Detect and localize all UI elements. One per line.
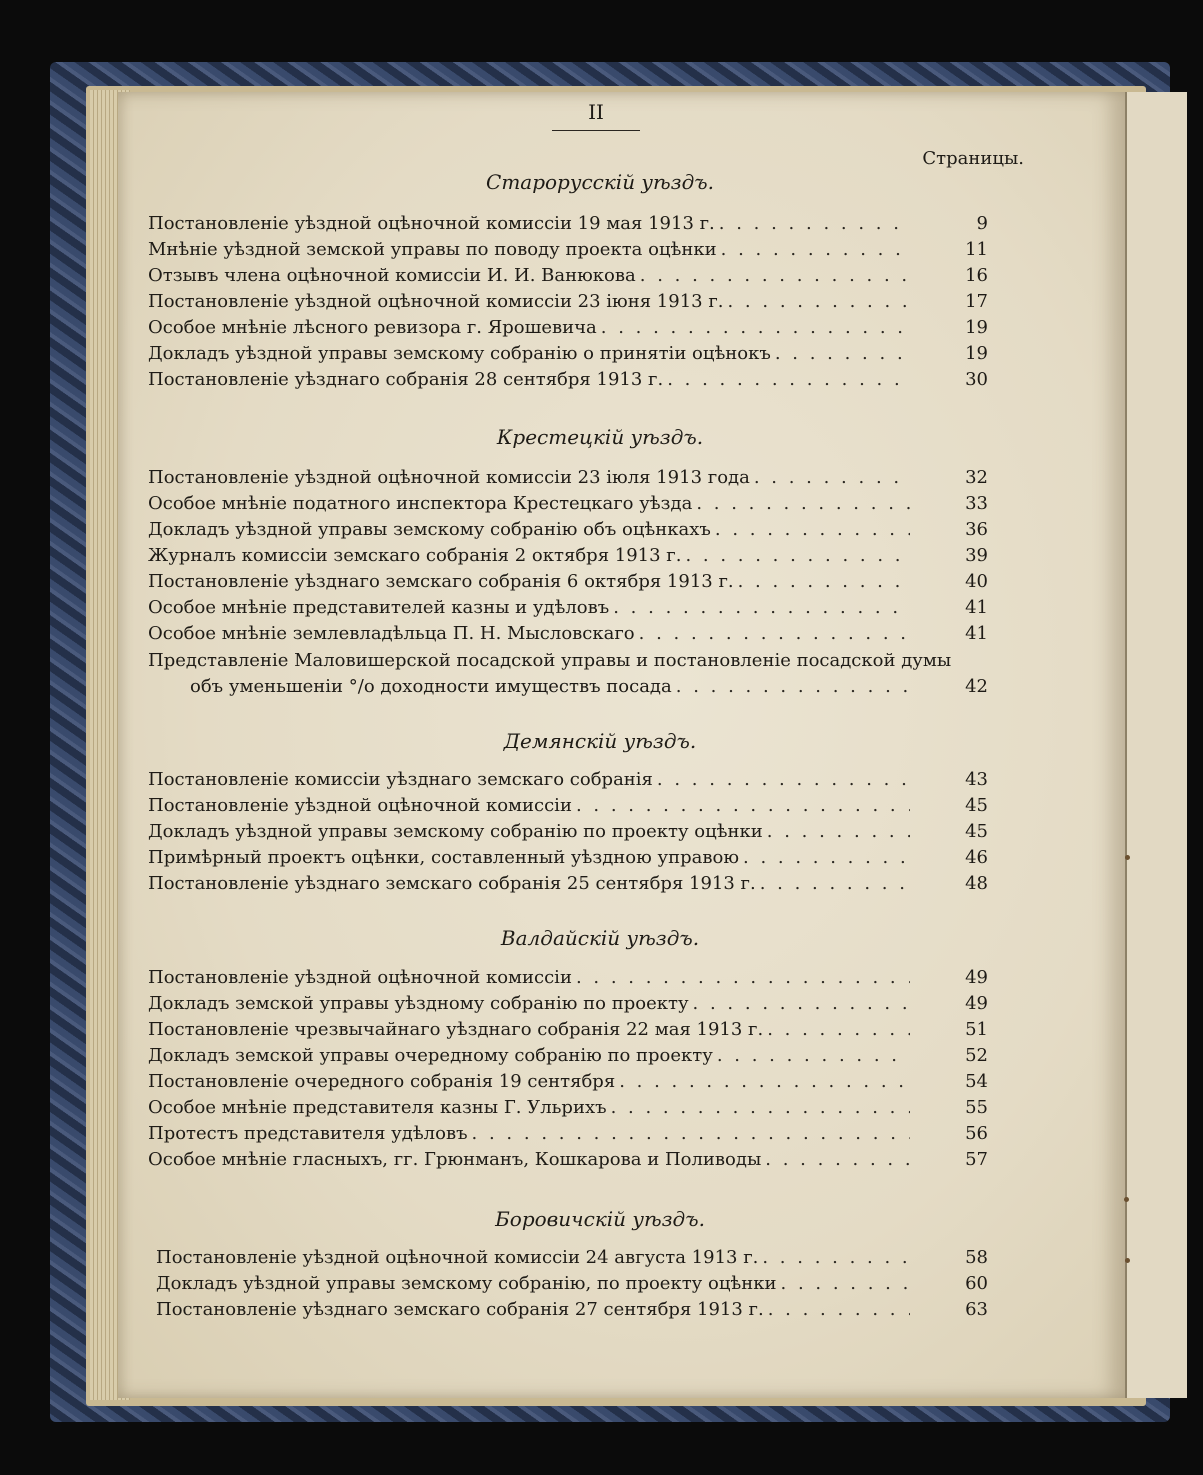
toc-entry <box>148 491 988 517</box>
entry-text: Докладъ земской управы уѣздному собранiю по проекту <box>148 993 689 1014</box>
toc-entry <box>148 465 988 491</box>
entry-text: Постановленiе очередного собранiя 19 сентября <box>148 1071 616 1092</box>
entry-page: 19 <box>965 343 988 364</box>
entry-page: 41 <box>965 623 988 644</box>
toc-entry <box>148 315 988 341</box>
entry-page: 60 <box>965 1273 988 1294</box>
entry-text: Особое мнѣнiе землевладѣльца П. Н. Мысловскаго <box>148 623 635 644</box>
section-title: Демянскiй уѣздъ. <box>503 729 697 753</box>
entry-page: 32 <box>965 467 988 488</box>
entry-text: Докладъ уѣздной управы земскому собранiю по проекту оцѣнки <box>148 821 763 842</box>
entry-page: 39 <box>965 545 988 566</box>
entry-page: 52 <box>965 1045 988 1066</box>
entry-page: 42 <box>965 676 988 697</box>
entry-text: Докладъ уѣздной управы земскому собранiю о принятiи оцѣнокъ <box>148 343 771 364</box>
entry-page: 41 <box>965 597 988 618</box>
toc-entry <box>148 237 988 263</box>
toc-entry <box>148 289 988 315</box>
binding-mark <box>1124 1197 1129 1202</box>
entry-text: Докладъ уѣздной управы земскому собранiю, по проекту оцѣнки <box>156 1273 777 1294</box>
entry-page: 49 <box>965 967 988 988</box>
entry-text: Докладъ уѣздной управы земскому собранiю объ оцѣнкахъ <box>148 519 711 540</box>
entry-text: Особое мнѣнiе податного инспектора Крестецкаго уѣзда <box>148 493 693 514</box>
entry-page: 16 <box>965 265 988 286</box>
entry-page: 45 <box>965 821 988 842</box>
toc-entry <box>148 1069 988 1095</box>
entry-text: Постановленiе уѣзднаго земскаго собранiя 27 сентября 1913 г. <box>156 1299 764 1320</box>
toc-entry <box>148 211 988 237</box>
entry-text: Докладъ земской управы очередному собранiю по проекту <box>148 1045 713 1066</box>
toc-entry <box>148 263 988 289</box>
entry-text: Постановленiе уѣзднаго собранiя 28 сентября 1913 г. <box>148 369 664 390</box>
page-number: II <box>552 100 640 131</box>
entry-text: Протестъ представителя удѣловъ <box>148 1123 468 1144</box>
toc-entry <box>148 367 988 393</box>
entry-text: Постановленiе уѣзднаго земскаго собранiя 25 сентября 1913 г. <box>148 873 756 894</box>
toc-entry <box>148 517 988 543</box>
toc-entry <box>148 595 988 621</box>
toc-entry <box>148 1095 988 1121</box>
entry-text: Журналъ комиссiи земскаго собранiя 2 октября 1913 г. <box>148 545 682 566</box>
toc-entry <box>148 1147 988 1173</box>
toc-entry <box>148 543 988 569</box>
entry-text: Отзывъ члена оцѣночной комиссiи И. И. Ванюкова <box>148 265 636 286</box>
entry-text: Постановленiе комиссiи уѣзднаго земскаго собранiя <box>148 769 653 790</box>
section-title: Валдайскiй уѣздъ. <box>500 926 700 950</box>
entry-page: 9 <box>976 213 988 234</box>
toc-entry <box>148 871 988 897</box>
entry-text: Постановленiе уѣздной оцѣночной комиссiи 24 августа 1913 г. <box>156 1247 759 1268</box>
toc-entry-continuation <box>190 674 988 700</box>
toc-entry <box>148 648 988 674</box>
entry-text: Постановленiе уѣздной оцѣночной комиссiи 19 мая 1913 г. <box>148 213 715 234</box>
entry-text: Особое мнѣнiе представителей казны и удѣловъ <box>148 597 610 618</box>
entry-page: 11 <box>965 239 988 260</box>
entry-page: 43 <box>965 769 988 790</box>
entry-page: 46 <box>965 847 988 868</box>
toc-entry <box>148 991 988 1017</box>
toc-entry <box>156 1297 988 1323</box>
entry-text: Постановленiе уѣздной оцѣночной комиссiи <box>148 795 572 816</box>
section-title: Крестецкiй уѣздъ. <box>496 425 704 449</box>
toc-entry <box>148 793 988 819</box>
toc-entry <box>156 1245 988 1271</box>
entry-text: Постановленiе чрезвычайнаго уѣзднаго собранiя 22 мая 1913 г. <box>148 1019 764 1040</box>
entry-page: 40 <box>965 571 988 592</box>
binding-mark <box>1125 855 1130 860</box>
entry-text: Примѣрный проектъ оцѣнки, составленный уѣздною управою <box>148 847 739 868</box>
entry-text: Особое мнѣнiе лѣсного ревизора г. Ярошевича <box>148 317 597 338</box>
entry-text: Особое мнѣнiе представителя казны Г. Ульрихъ <box>148 1097 607 1118</box>
toc-entry <box>148 569 988 595</box>
toc-entry <box>148 767 988 793</box>
entry-page: 45 <box>965 795 988 816</box>
entry-page: 17 <box>965 291 988 312</box>
pages-column-header: Страницы. <box>922 148 1024 169</box>
entry-page: 58 <box>965 1247 988 1268</box>
entry-text: Постановленiе уѣздной оцѣночной комиссiи 23 iюня 1913 г. <box>148 291 724 312</box>
entry-page: 30 <box>965 369 988 390</box>
toc-entry <box>148 1043 988 1069</box>
entry-page: 48 <box>965 873 988 894</box>
entry-page: 57 <box>965 1149 988 1170</box>
toc-entry <box>148 819 988 845</box>
entry-text: Представленiе Маловишерской посадской управы и постановленiе посадской думы <box>148 650 952 671</box>
entry-page: 36 <box>965 519 988 540</box>
entry-page: 56 <box>965 1123 988 1144</box>
entry-page: 49 <box>965 993 988 1014</box>
toc-entry <box>148 621 988 647</box>
toc-entry <box>148 965 988 991</box>
entry-page: 55 <box>965 1097 988 1118</box>
facing-page-edge <box>1125 92 1187 1398</box>
toc-entry <box>148 1121 988 1147</box>
entry-text: объ уменьшенiи °/o доходности имуществъ посада <box>190 676 672 697</box>
entry-page: 54 <box>965 1071 988 1092</box>
toc-entry <box>148 1017 988 1043</box>
entry-page: 33 <box>965 493 988 514</box>
toc-entry <box>148 845 988 871</box>
toc-entry <box>148 341 988 367</box>
entry-text: Постановленiе уѣздной оцѣночной комиссiи <box>148 967 572 988</box>
toc-entry <box>156 1271 988 1297</box>
entry-page: 51 <box>965 1019 988 1040</box>
entry-page: 19 <box>965 317 988 338</box>
entry-text: Постановленiе уѣздной оцѣночной комиссiи 23 iюля 1913 года <box>148 467 750 488</box>
entry-text: Особое мнѣнiе гласныхъ, гг. Грюнманъ, Кошкарова и Поливоды <box>148 1149 762 1170</box>
section-title: Старорусскiй уѣздъ. <box>486 170 714 194</box>
entry-page: 63 <box>965 1299 988 1320</box>
section-title: Боровичскiй уѣздъ. <box>495 1207 705 1231</box>
binding-mark <box>1125 1258 1130 1263</box>
entry-text: Постановленiе уѣзднаго земскаго собранiя 6 октября 1913 г. <box>148 571 734 592</box>
entry-text: Мнѣнiе уѣздной земской управы по поводу проекта оцѣнки <box>148 239 717 260</box>
